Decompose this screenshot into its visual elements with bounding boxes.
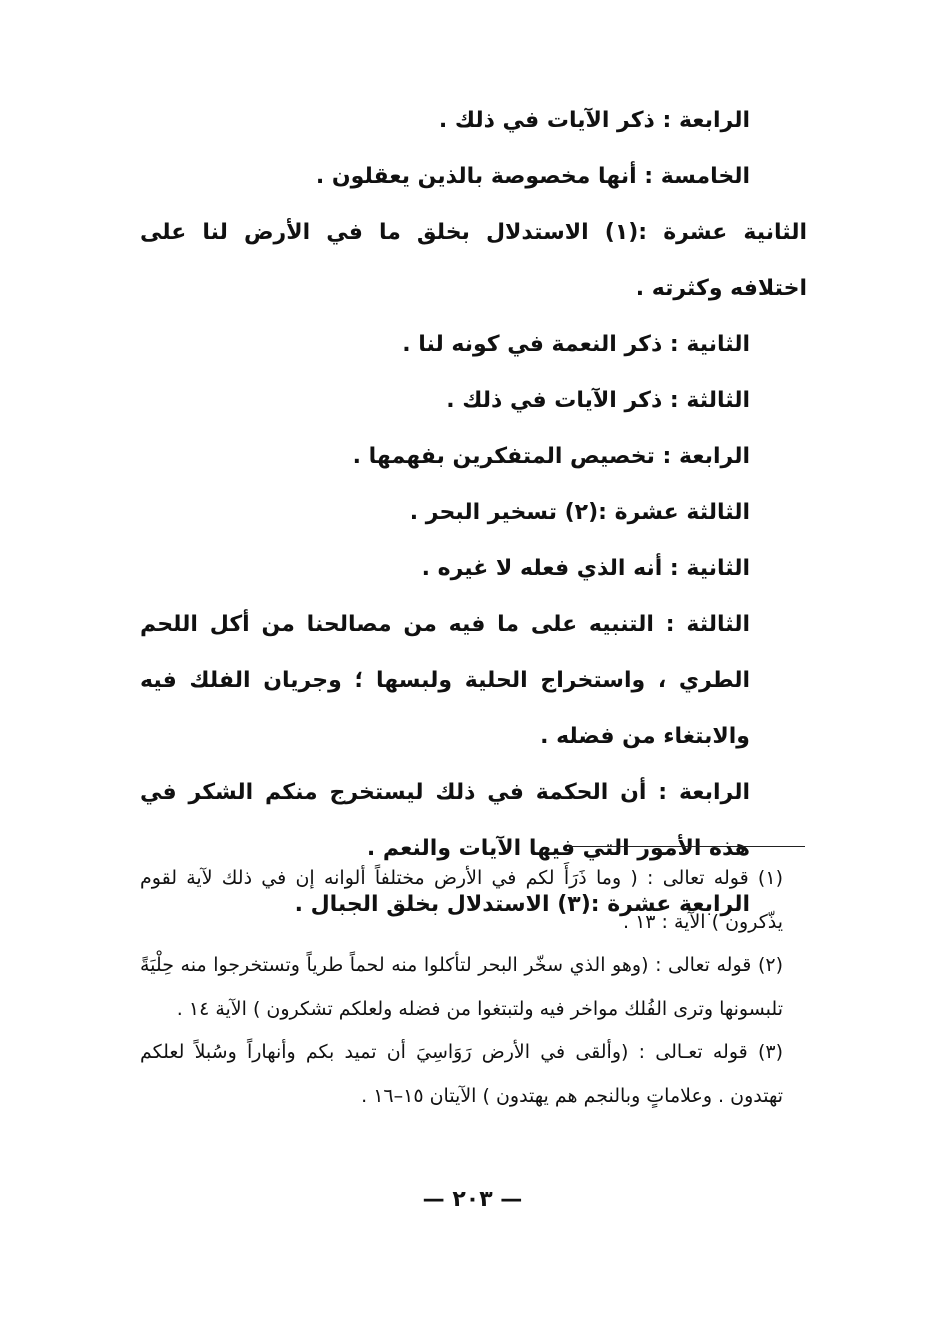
paragraph: الرابعة : أن الحكمة في ذلك ليستخرج منكم الشكر في هذه الأمور التي فيها الآيات والنعم . xyxy=(140,780,750,861)
paragraph: الرابعة عشرة :(٣) الاستدلال بخلق الجبال . xyxy=(294,892,750,917)
main-text xyxy=(140,93,807,933)
footnotes xyxy=(140,857,807,1118)
paragraph: الثانية عشرة :(١) الاستدلال بخلق ما في الأرض لنا على اختلافه وكثرته . xyxy=(140,220,807,301)
paragraph: الثالثة عشرة :(٢) تسخير البحر . xyxy=(409,500,750,525)
page-number: — ٢٠٣ — xyxy=(422,1187,523,1212)
paragraph: الرابعة : تخصيص المتفكرين بفهمها . xyxy=(352,444,750,469)
paragraph: الخامسة : أنها مخصوصة بالذين يعقلون . xyxy=(315,164,750,189)
paragraph: الثانية : ذكر النعمة في كونه لنا . xyxy=(402,332,750,357)
paragraph: الثالثة : ذكر الآيات في ذلك . xyxy=(446,388,750,413)
paragraph: الثالثة : التنبيه على ما فيه من مصالحنا من أكل اللحم الطري ، واستخراج الحلية ولبسها ؛ وجريان الفلك فيه والابتغاء من فضله . xyxy=(140,612,750,749)
paragraph: الثانية : أنه الذي فعله لا غيره . xyxy=(421,556,750,581)
footnote: (٢) قوله تعالى : (وهو الذي سخّر البحر لتأكلوا منه لحماً طرياً وتستخرجوا منه حِلْيَةً تلبسونها وترى الفُلك مواخر فيه ولتبتغوا من فضله ولعلكم تشكرون ) الآية ١٤ . xyxy=(140,954,783,1020)
footnote-divider xyxy=(568,846,805,847)
footnote: (١) قوله تعالى : ( وما ذَرَأَ لكم في الأرض مختلفاً ألوانه إن في ذلك لآية لقوم يذّكرون ) الآية : ١٣ . xyxy=(140,867,783,933)
paragraph: الرابعة : ذكر الآيات في ذلك . xyxy=(438,108,750,133)
footnote: (٣) قوله تعـالى : (وألقى في الأرض رَوَاسِيَ أن تميد بكم وأنهاراً وسُبلاً لعلكم تهتدون . وعلاماتٍ وبالنجم هم يهتدون ) الآيتان ١٥–١٦ . xyxy=(140,1041,783,1107)
